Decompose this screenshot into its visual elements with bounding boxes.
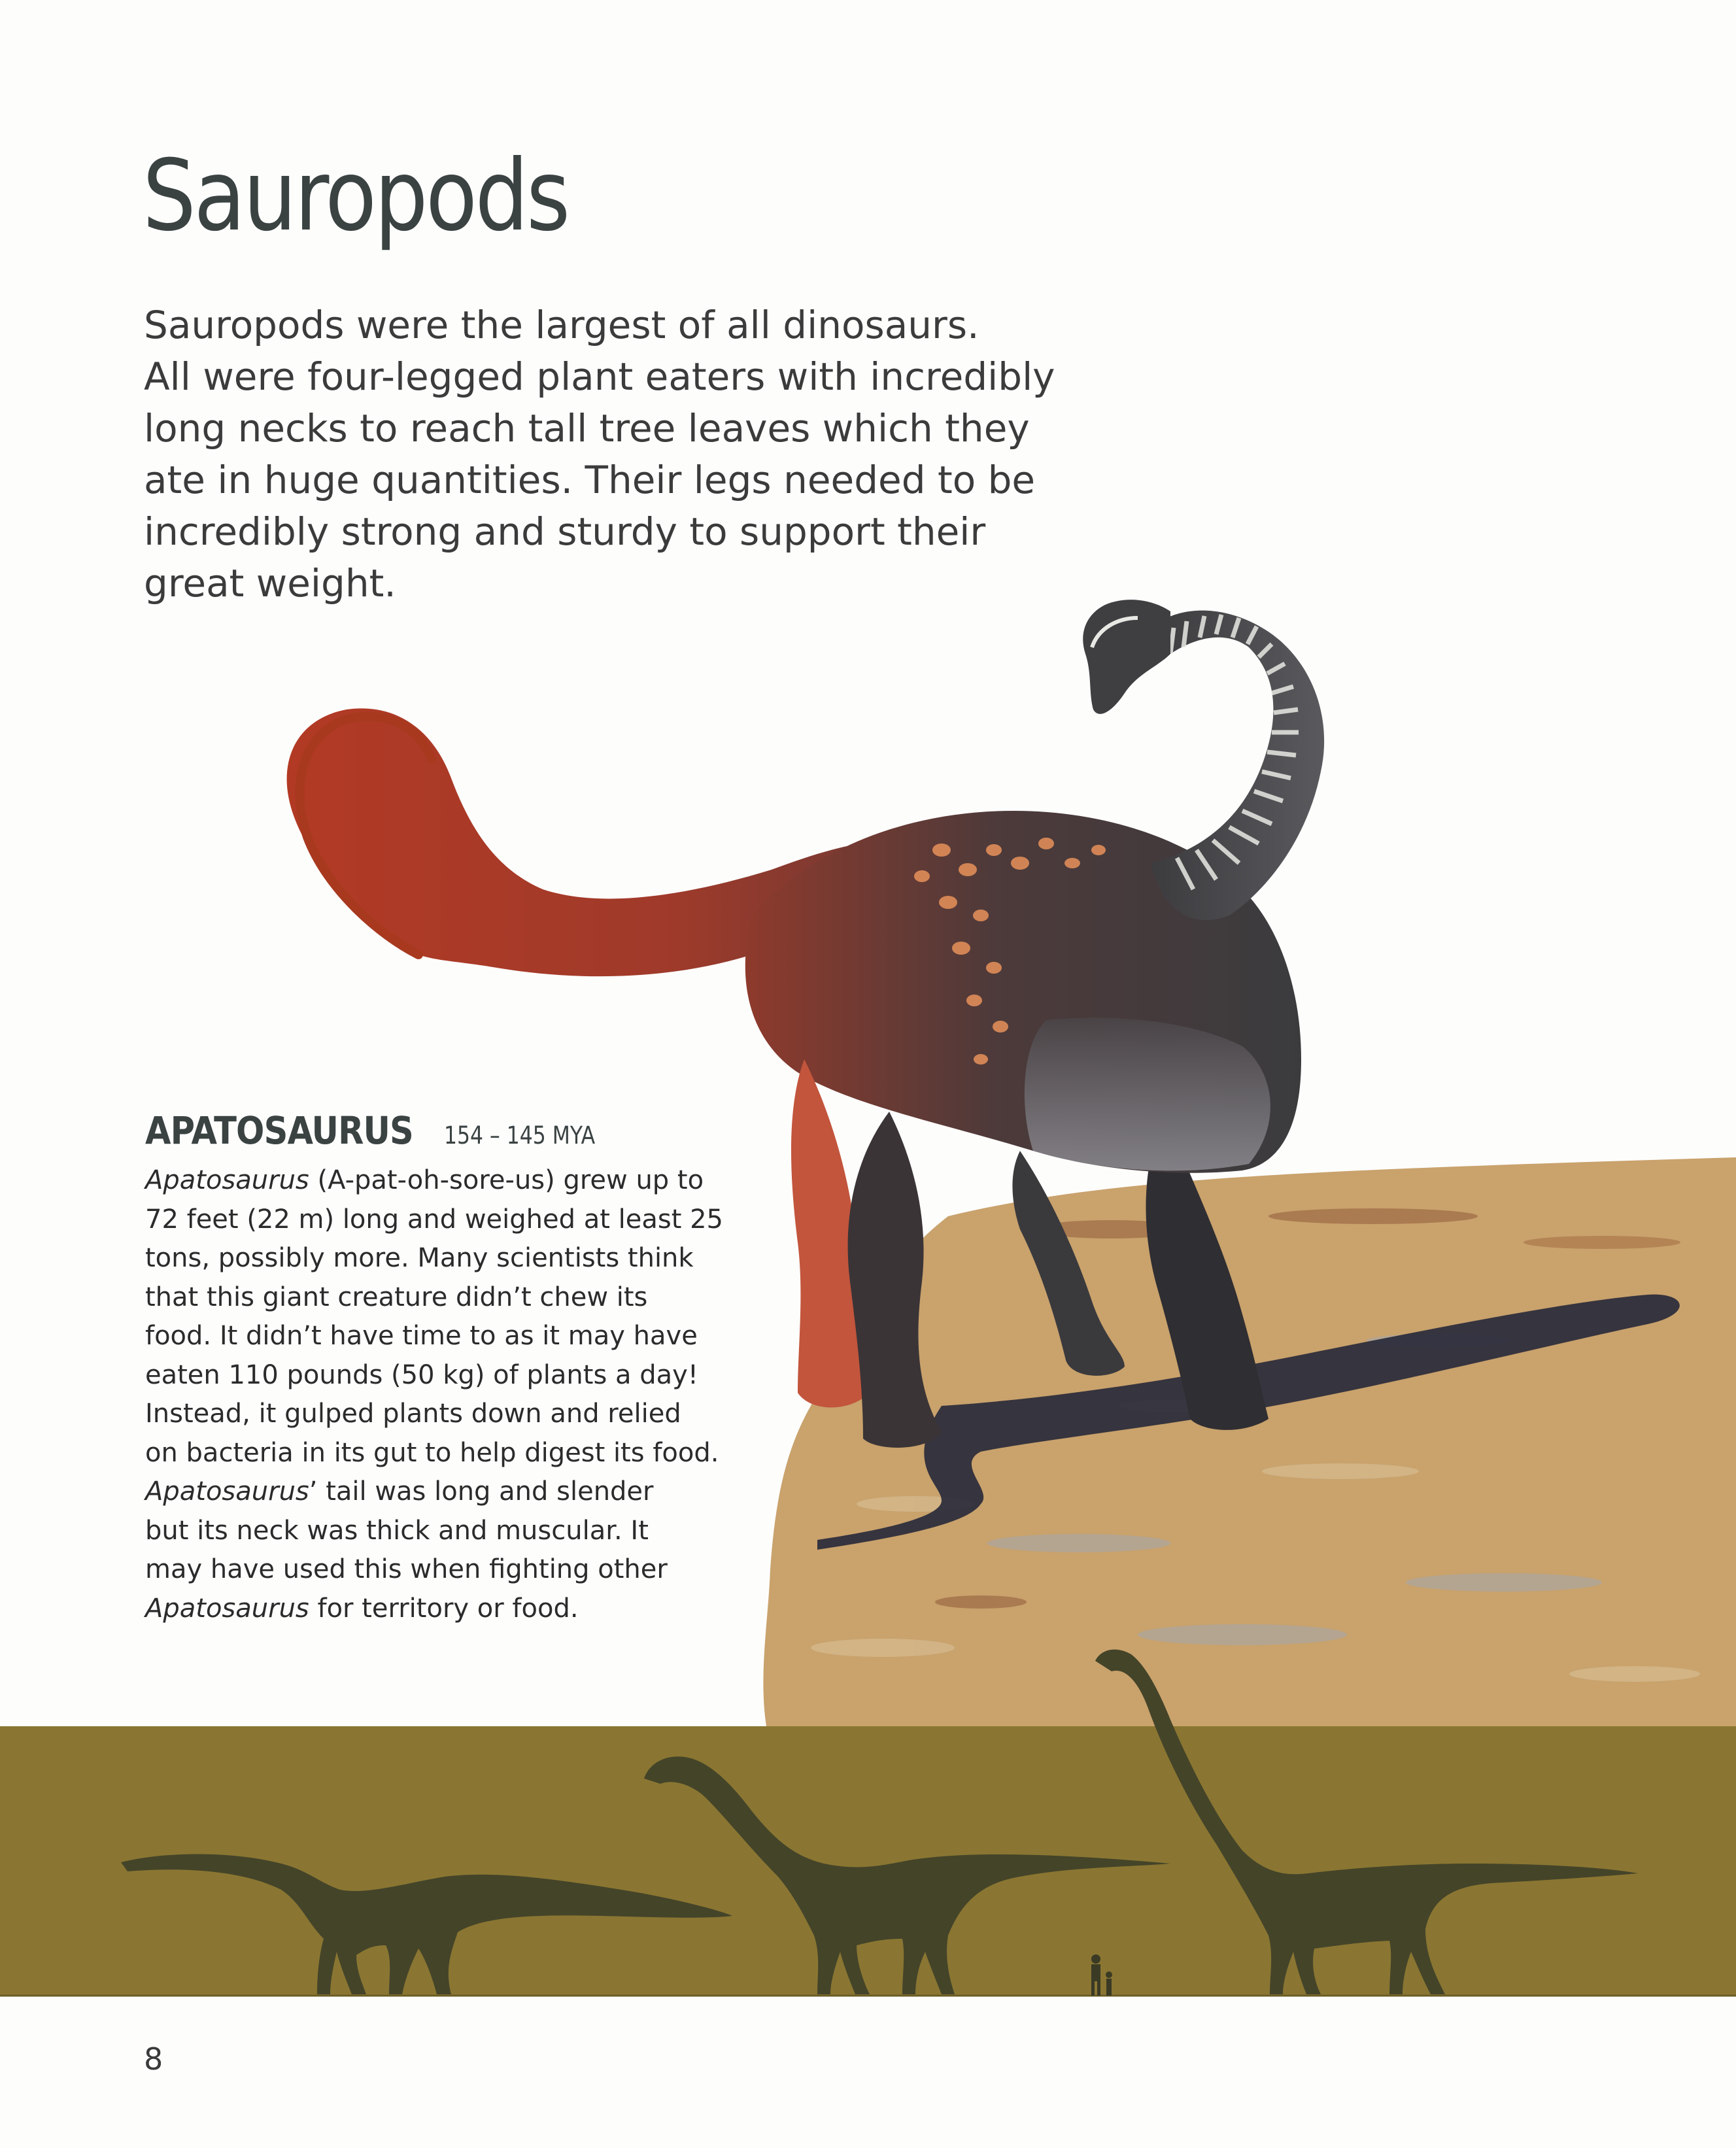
intro-paragraph: Sauropods were the largest of all dinosaurs. All were four-legged plant eaters with incredibly long necks to reach tall tree leaves which they ate in huge quantities. Their legs needed to be incredibly strong and sturdy to support their great weight. bbox=[144, 303, 1055, 605]
description-text: 72 feet (22 m) long and weighed at least 25 bbox=[145, 1204, 724, 1235]
page-title: Sauropods bbox=[143, 139, 568, 253]
description-line bbox=[145, 1161, 799, 1201]
species-name-italic: Apatosaurus bbox=[145, 1476, 309, 1507]
description-text: on bacteria in its gut to help digest its food. bbox=[145, 1437, 719, 1468]
species-name: APATOSAURUS bbox=[145, 1108, 413, 1153]
description-text: but its neck was thick and muscular. It bbox=[145, 1515, 649, 1546]
description-line bbox=[145, 1550, 799, 1590]
description-line bbox=[145, 1395, 799, 1434]
description-text: that this giant creature didn’t chew its bbox=[145, 1282, 648, 1312]
description-text: may have used this when fighting other bbox=[145, 1554, 668, 1584]
description-text: ’ tail was long and slender bbox=[309, 1476, 654, 1507]
description-line bbox=[145, 1512, 799, 1551]
species-name-italic: Apatosaurus bbox=[145, 1593, 309, 1624]
description-line bbox=[145, 1590, 799, 1629]
species-info bbox=[145, 1108, 799, 1628]
species-date: 154 – 145 MYA bbox=[443, 1121, 596, 1150]
page-number: 8 bbox=[144, 2041, 163, 2077]
description-line bbox=[145, 1239, 799, 1278]
dinosaur-head bbox=[1083, 600, 1170, 714]
description-text: (A-pat-oh-sore-us) grew up to bbox=[309, 1165, 704, 1195]
description-text: tons, possibly more. Many scientists think bbox=[145, 1243, 694, 1273]
dinosaur-neck bbox=[1151, 611, 1324, 921]
description-text: Instead, it gulped plants down and relied bbox=[145, 1399, 681, 1429]
species-name-italic: Apatosaurus bbox=[145, 1165, 309, 1195]
description-line bbox=[145, 1473, 799, 1512]
description-line bbox=[145, 1434, 799, 1473]
description-text: eaten 110 pounds (50 kg) of plants a day! bbox=[145, 1359, 698, 1390]
description-line bbox=[145, 1317, 799, 1356]
description-line bbox=[145, 1278, 799, 1318]
description-line bbox=[145, 1201, 799, 1240]
description-text: food. It didn’t have time to as it may have bbox=[145, 1321, 698, 1351]
species-description bbox=[145, 1161, 799, 1628]
description-text: for territory or food. bbox=[309, 1593, 579, 1624]
description-line bbox=[145, 1356, 799, 1395]
species-heading bbox=[145, 1108, 799, 1153]
